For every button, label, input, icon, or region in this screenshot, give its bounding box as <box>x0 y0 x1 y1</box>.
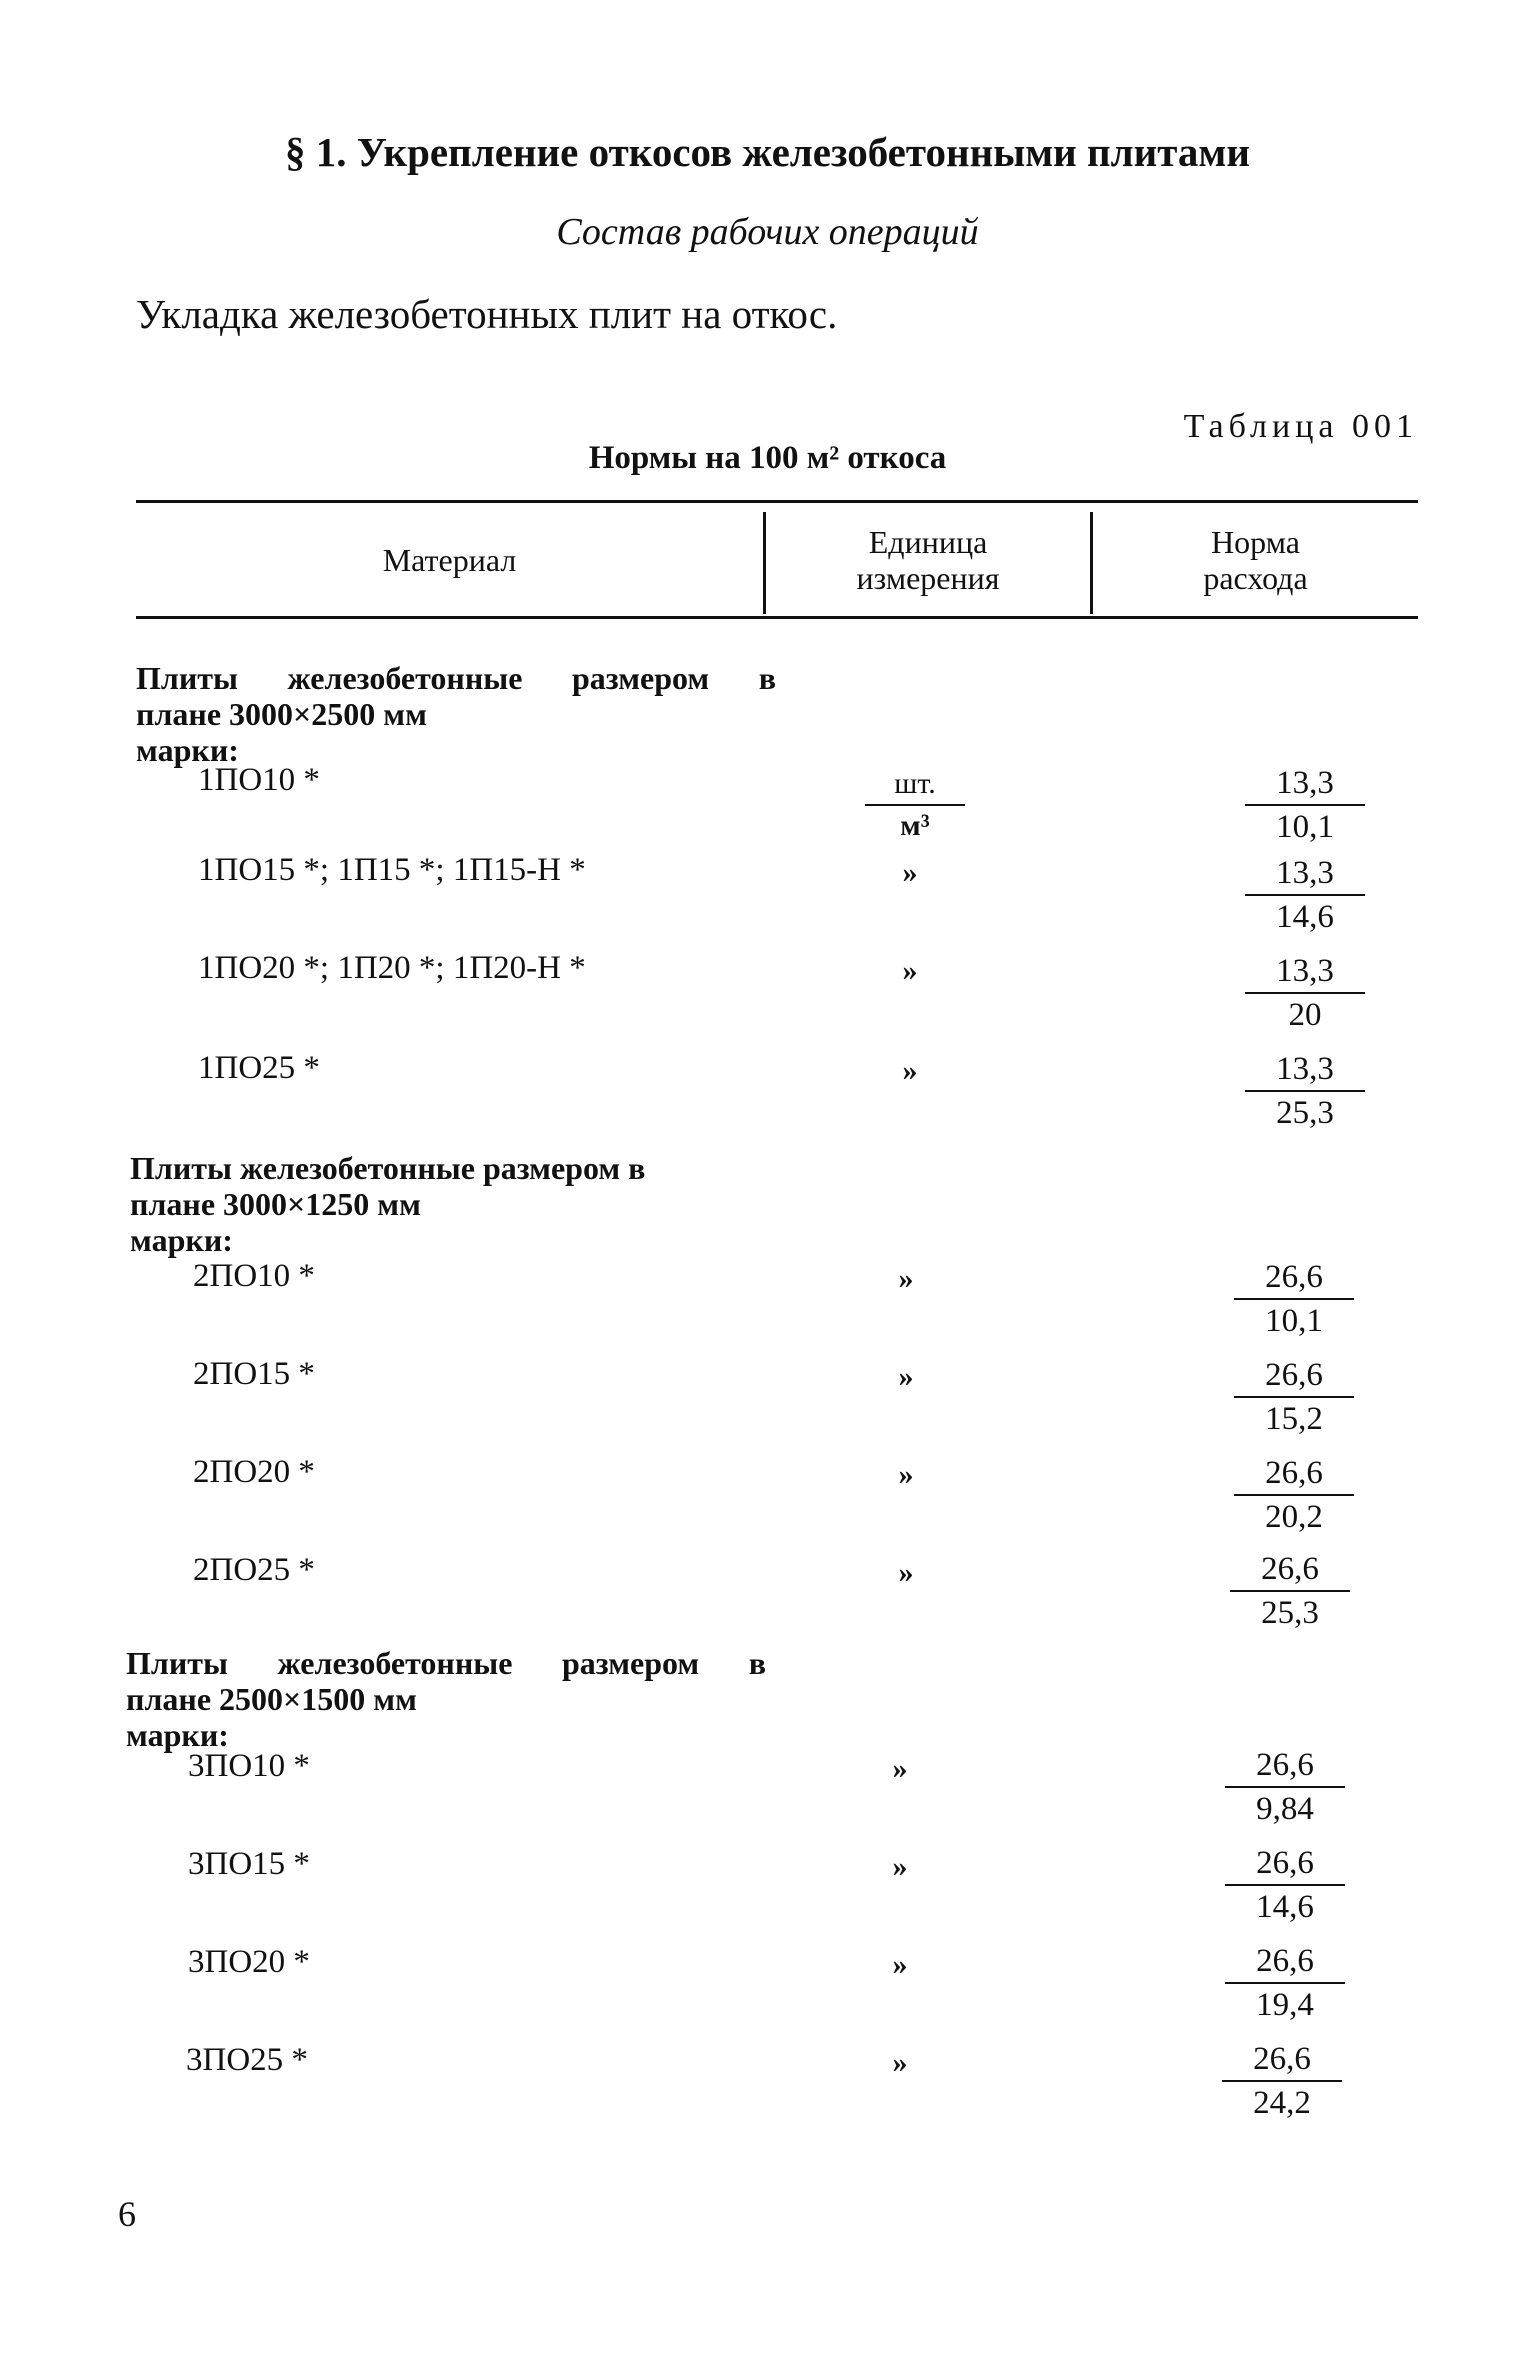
table-top-rule <box>136 500 1418 503</box>
plate-mark: 3ПО25 * <box>186 2042 308 2078</box>
plate-mark: 3ПО15 * <box>188 1846 310 1882</box>
norm-fraction: $\frac{13,3}{25,3}$ <box>1245 1048 1365 1134</box>
norm-fraction: $\frac{13,3}{20}$ <box>1245 950 1365 1036</box>
norm-fraction: $\frac{13,3}{10,1}$ <box>1245 762 1365 848</box>
norm-fraction: $\frac{26,6}{14,6}$ <box>1225 1842 1345 1928</box>
plate-mark: 1ПО20 *; 1П20 *; 1П20-Н * <box>198 950 586 986</box>
norm-fraction: $\frac{26,6}{15,2}$ <box>1234 1354 1354 1440</box>
header-unit: Единица измерения <box>856 524 1000 596</box>
unit-ditto: » <box>892 1850 908 1883</box>
unit-ditto: » <box>898 1458 914 1491</box>
header-material: Материал <box>382 542 517 578</box>
table-caption: Нормы на 100 м² откоса <box>588 440 947 476</box>
plate-mark: 3ПО20 * <box>188 1944 310 1980</box>
norm-fraction: $\frac{26,6}{24,2}$ <box>1222 2038 1342 2124</box>
unit-ditto: » <box>902 856 918 889</box>
plate-mark: 2ПО25 * <box>193 1552 315 1588</box>
table-header-rule <box>136 616 1418 619</box>
plate-mark: 3ПО10 * <box>188 1748 310 1784</box>
unit-ditto: » <box>892 1948 908 1981</box>
unit-ditto: » <box>892 1752 908 1785</box>
plate-mark: 1ПО15 *; 1П15 *; 1П15-Н * <box>198 852 586 888</box>
section-title: § 1. Укрепление откосов железобетонными плитами <box>285 129 1250 175</box>
unit-ditto: » <box>898 1262 914 1295</box>
table-number: Таблица 001 <box>1183 408 1418 445</box>
unit-ditto: » <box>892 2046 908 2079</box>
plate-mark: 2ПО10 * <box>193 1258 315 1294</box>
plate-mark: 1ПО10 * <box>198 762 320 798</box>
plate-mark: 2ПО20 * <box>193 1454 315 1490</box>
group-heading: Плиты железобетонные размером в плане 3000×2500 мм марки: <box>136 660 776 768</box>
norm-fraction: $\frac{26,6}{10,1}$ <box>1234 1256 1354 1342</box>
norm-fraction: $\frac{26,6}{25,3}$ <box>1230 1548 1350 1634</box>
page-number: 6 <box>118 2194 136 2234</box>
plate-mark: 2ПО15 * <box>193 1356 315 1392</box>
norm-fraction: $\frac{26,6}{20,2}$ <box>1234 1452 1354 1538</box>
unit-fraction: шт. м³ <box>865 764 965 846</box>
norm-fraction: $\frac{26,6}{19,4}$ <box>1225 1940 1345 2026</box>
group-heading: Плиты железобетонные размером в плане 3000×1250 мм марки: <box>130 1150 646 1258</box>
header-norm: Норма расхода <box>1203 524 1308 596</box>
unit-ditto: » <box>902 1054 918 1087</box>
unit-ditto: » <box>902 954 918 987</box>
plate-mark: 1ПО25 * <box>198 1050 320 1086</box>
intro-text: Укладка железобетонных плит на откос. <box>136 291 838 337</box>
group-heading: Плиты железобетонные размером в плане 2500×1500 мм марки: <box>126 1645 766 1753</box>
operations-subtitle: Состав рабочих операций <box>556 211 979 253</box>
unit-ditto: » <box>898 1556 914 1589</box>
norm-fraction: $\frac{26,6}{9,84}$ <box>1225 1744 1345 1830</box>
norm-fraction: $\frac{13,3}{14,6}$ <box>1245 852 1365 938</box>
unit-ditto: » <box>898 1360 914 1393</box>
